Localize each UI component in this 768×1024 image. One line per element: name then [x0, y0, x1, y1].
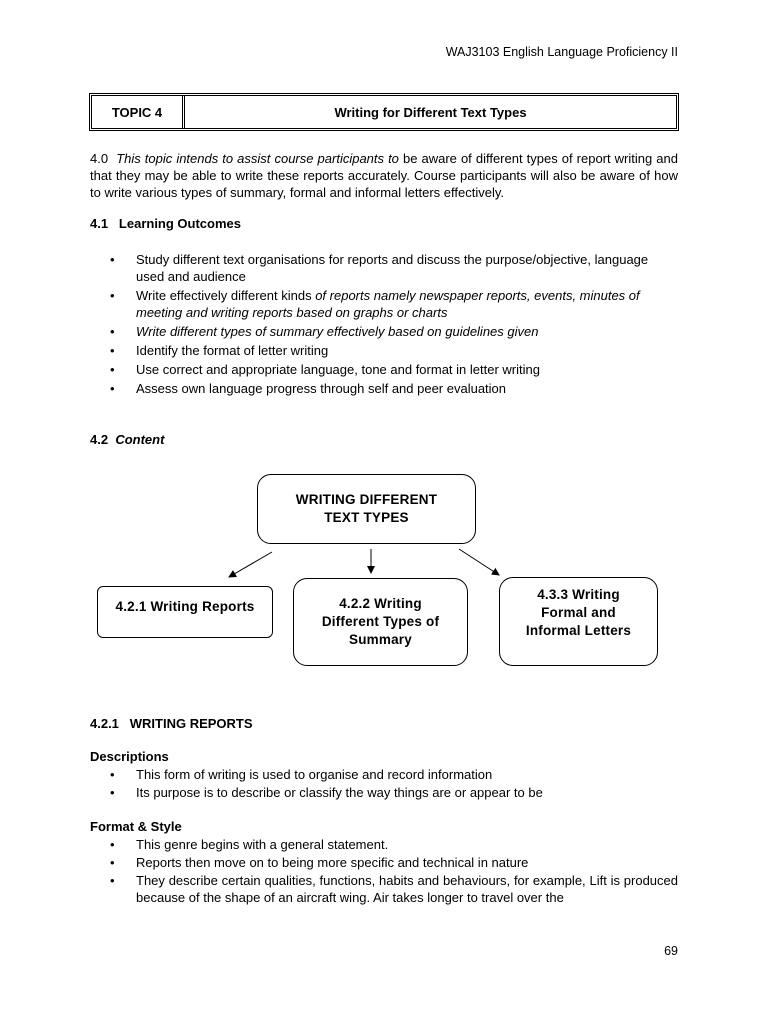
list-item [90, 342, 678, 359]
list-item-text: Study different text organisations for reports and discuss the purpose/objective, language used and audience [136, 252, 649, 284]
arrow-to-right-node [459, 549, 499, 575]
diagram-right-node [499, 577, 658, 666]
list-item-text: Use correct and appropriate language, tone and format in letter writing [136, 362, 540, 377]
list-item [90, 287, 678, 321]
arrow-to-left-node [229, 552, 272, 577]
list-item: • Reports then move on to being more specific and technical in nature [90, 854, 678, 871]
content-number: 4.2 [90, 432, 109, 447]
diagram-root-label: WRITING DIFFERENT TEXT TYPES [295, 492, 438, 525]
intro-text: be aware of different types of report writing and that they may be able to write these reports accurately. Course participants will also be aware of how to write various types of summary, formal and informal letters effectively. [90, 151, 678, 200]
diagram-middle-node [293, 578, 468, 666]
list-item-text: Assess own language progress through self and peer evaluation [136, 381, 507, 396]
list-item: • This genre begins with a general statement. [90, 836, 678, 853]
list-item [90, 251, 678, 285]
content-heading [90, 432, 164, 447]
list-item-text: Write effectively different kinds [136, 288, 316, 303]
page-number: 69 [664, 944, 678, 958]
topic-label: TOPIC 4 [92, 96, 185, 128]
list-item-italic: Write different types of summary effectively based on guidelines given [136, 324, 539, 339]
list-item: • They describe certain qualities, functions, habits and behaviours, for example, Lift is produced because of the shape of an aircraft wing. Air takes longer to travel over the [90, 872, 678, 906]
diagram-root-node [257, 474, 476, 544]
descriptions-list [90, 766, 678, 802]
format-style-list [90, 836, 678, 907]
learning-outcomes-heading [90, 216, 241, 231]
learning-outcomes-title: Learning Outcomes [118, 216, 241, 231]
learning-outcomes-number: 4.1 [90, 216, 109, 231]
list-item: • This form of writing is used to organise and record information [90, 766, 678, 783]
list-item [90, 380, 678, 397]
learning-outcomes-list [90, 251, 678, 399]
format-style-heading: Format & Style [90, 819, 182, 834]
list-item-text: Identify the format of letter writing [136, 343, 329, 358]
descriptions-heading: Descriptions [90, 749, 169, 764]
list-item [90, 361, 678, 378]
content-title: Content [115, 432, 165, 447]
diagram-right-label: 4.3.3 Writing Formal and Informal Letters [525, 587, 632, 638]
diagram-left-node [97, 586, 273, 638]
writing-reports-title: WRITING REPORTS [129, 716, 253, 731]
running-header: WAJ3103 English Language Proficiency II [445, 45, 678, 59]
list-item-italic: of reports namely newspaper reports, events, minutes of meeting and writing reports based on graphs or charts [136, 288, 640, 320]
intro-italic-text: This topic intends to assist course participants to [116, 151, 399, 166]
writing-reports-heading [90, 716, 253, 731]
writing-reports-number: 4.2.1 [90, 716, 119, 731]
topic-title: Writing for Different Text Types [334, 104, 527, 120]
list-item [90, 323, 678, 340]
topic-header-box [89, 93, 679, 131]
intro-number: 4.0 [90, 151, 109, 166]
diagram-middle-label: 4.2.2 Writing Different Types of Summary [321, 596, 440, 647]
list-item: • Its purpose is to describe or classify the way things are or appear to be [90, 784, 678, 801]
diagram-left-label: 4.2.1 Writing Reports [115, 599, 255, 614]
intro-paragraph [90, 150, 678, 201]
